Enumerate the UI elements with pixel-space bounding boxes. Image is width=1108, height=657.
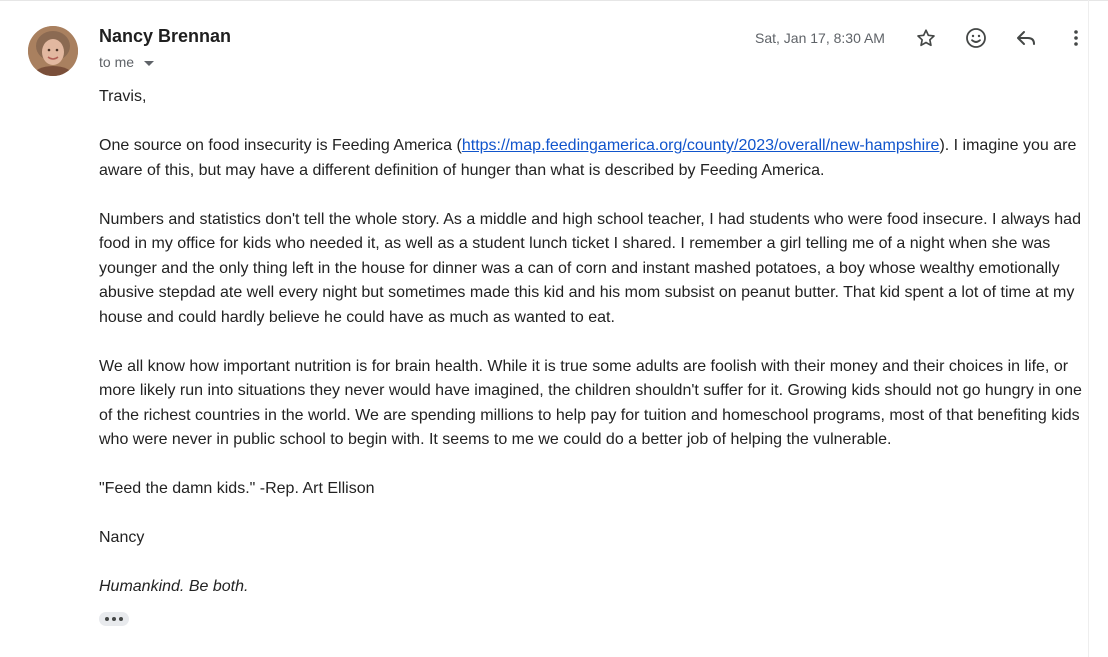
show-trimmed-icon (105, 617, 109, 621)
quote: "Feed the damn kids." -Rep. Art Ellison (99, 480, 375, 497)
show-trimmed-content-button[interactable] (99, 612, 129, 626)
avatar[interactable] (28, 26, 78, 76)
recipient-label: to me (99, 54, 135, 70)
greeting: Travis, (99, 88, 147, 105)
signature: Humankind. Be both. (99, 578, 249, 595)
paragraph-2: Numbers and statistics don't tell the whole story. As a middle and high school teacher, I had students who were food insecure. I always had food in my office for kids who needed it, as well as a student lunch ticket I shared. I remember a girl telling me of a night when she was younger and the only thing left in the house for dinner was a can of corn and instant mashed potatoes, a boy whose wealthy emotionally abusive stepdad ate well every night but sometimes made this kid and his mom subsist on peanut butter. That kid spent a lot of time at my house and could hardly believe he could have as much as wanted to eat. (99, 210, 1081, 326)
paragraph-1-start: One source on food insecurity is Feeding America ( (99, 137, 462, 154)
reply-icon (1014, 26, 1038, 50)
message-date: Sat, Jan 17, 8:30 AM (755, 30, 885, 46)
star-icon (915, 27, 937, 49)
emoji-icon (964, 26, 988, 50)
paragraph-1 (99, 134, 1089, 183)
paragraph-3: We all know how important nutrition is for brain health. While it is true some adults are foolish with their money and their choices in life, or more likely run into situations they never would have imagined, the children shouldn't suffer for it. Growing kids should not go hungry in one of the richest countries in the world. We are spending millions to help pay for tuition and homeschool programs, most of that benefiting kids who were never in public school to begin with. It seems to me we could do a better job of helping the vulnerable. (99, 357, 1082, 448)
sender-name[interactable]: Nancy Brennan (99, 26, 232, 46)
paragraph-1-end: ). I imagine you are aware of this, but may have a different definition of hunger than what is described by Feeding America. (99, 137, 1077, 179)
top-divider (0, 0, 1108, 1)
reply-button[interactable] (1012, 24, 1040, 52)
star-button[interactable] (912, 24, 940, 52)
signoff: Nancy (99, 529, 145, 546)
more-vert-icon (1064, 26, 1088, 50)
message-body (99, 85, 1089, 600)
chevron-down-icon (144, 61, 154, 66)
recipient-details-toggle[interactable] (99, 54, 154, 70)
feeding-america-link[interactable]: https://map.feedingamerica.org/county/2023/overall/new-hampshire (461, 137, 940, 154)
add-reaction-button[interactable] (962, 24, 990, 52)
more-options-button[interactable] (1062, 24, 1090, 52)
